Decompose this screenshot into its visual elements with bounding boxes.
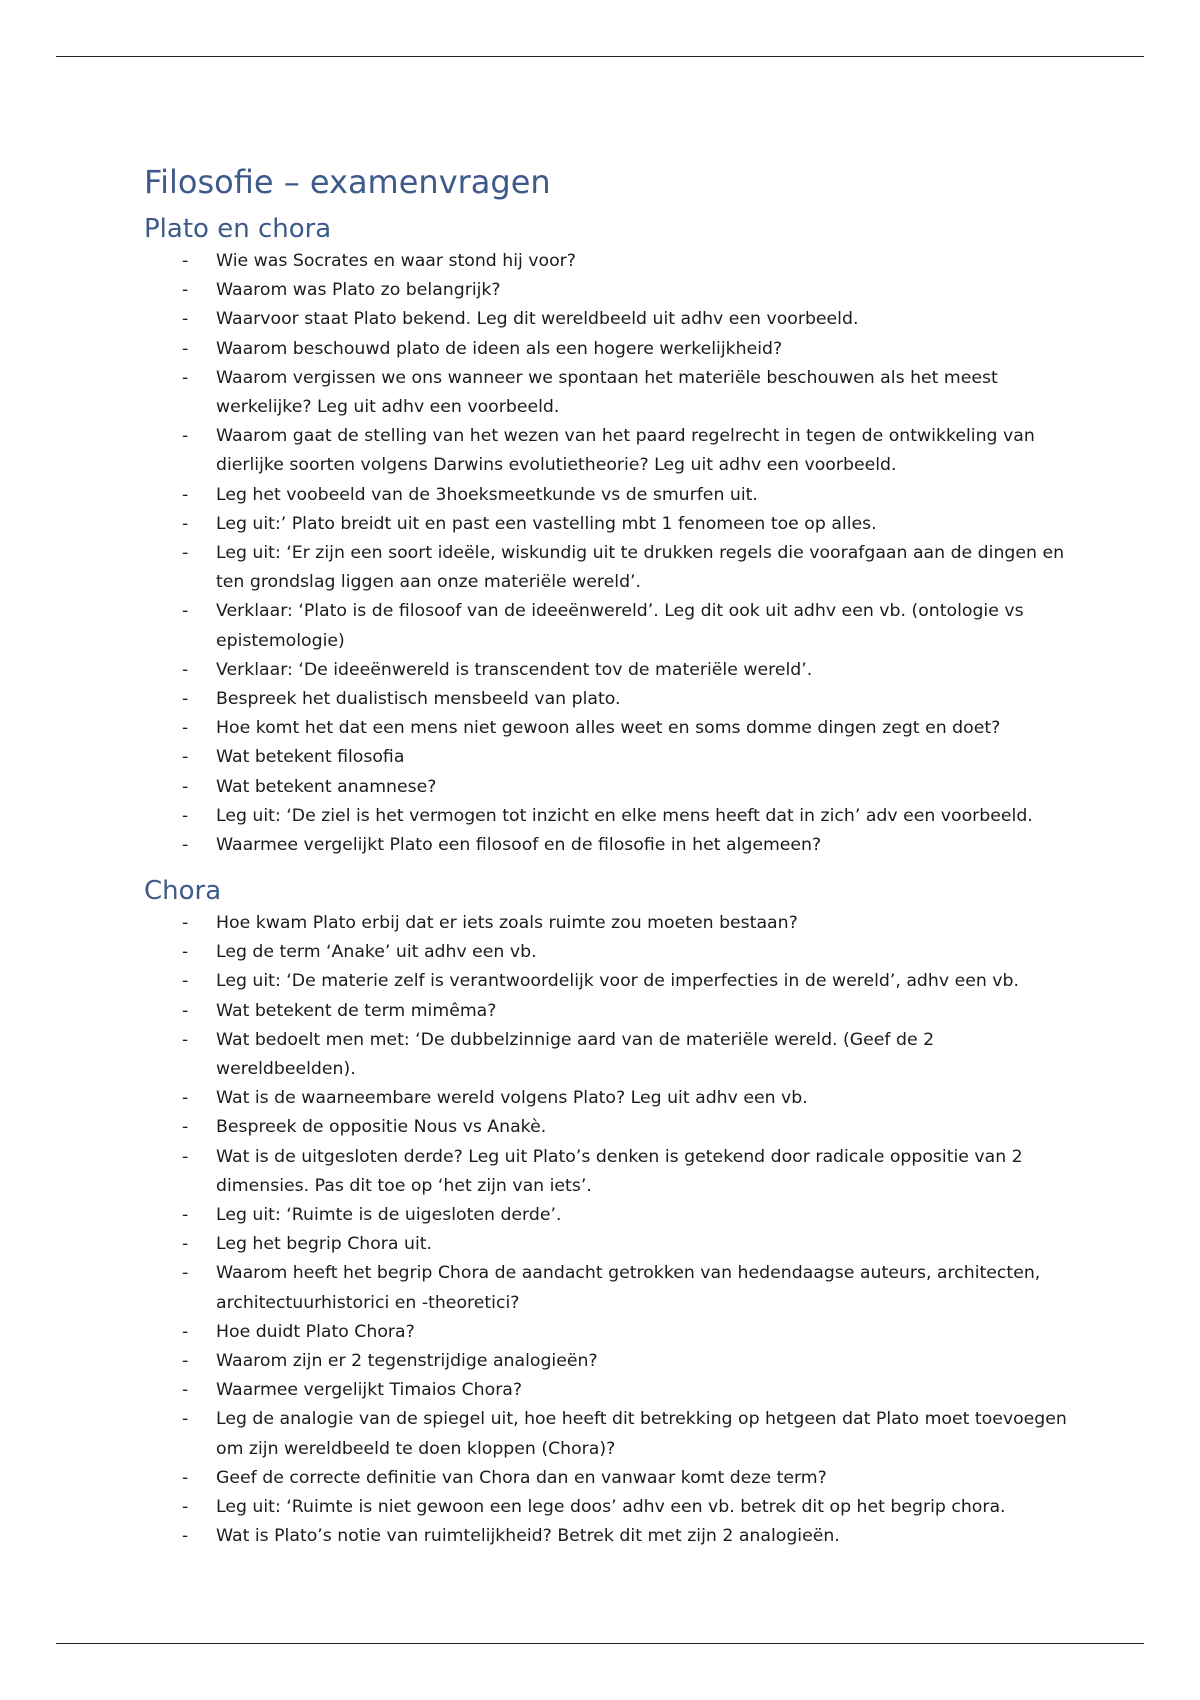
- bullet-dash: -: [182, 1146, 189, 1167]
- question-item: [0, 335, 1200, 364]
- question-text: Hoe duidt Plato Chora?: [216, 1321, 415, 1342]
- bullet-dash: -: [182, 1205, 189, 1226]
- question-item: [0, 1084, 1200, 1113]
- bullet-dash: -: [182, 913, 189, 933]
- question-text: Waarom beschouwd plato de ideen als een hogere werkelijkheid?: [216, 338, 783, 359]
- question-text: Hoe komt het dat een mens niet gewoon alles weet en soms domme dingen zegt en doet?: [216, 718, 1001, 739]
- question-item: [0, 1143, 1200, 1201]
- question-item: [0, 685, 1200, 714]
- question-text: Waarom gaat de stelling van het wezen van het paard regelrecht in tegen de ontwikkeling van dierlijke soorten volgens Darwins evolutietheorie? Leg uit adhv een voorbeeld.: [216, 426, 1035, 476]
- bullet-dash: -: [182, 1000, 189, 1021]
- question-text: Wat is de uitgesloten derde? Leg uit Plato’s denken is getekend door radicale oppositie van 2 dimensies. Pas dit toe op ‘het zijn van iets’.: [216, 1146, 1023, 1196]
- question-list: [0, 909, 1200, 1551]
- bullet-dash: -: [182, 835, 189, 856]
- question-item: [0, 831, 1200, 860]
- question-item: [0, 1376, 1200, 1405]
- question-text: Leg de term ‘Anake’ uit adhv een vb.: [216, 942, 537, 963]
- bullet-dash: -: [182, 543, 189, 564]
- bullet-dash: -: [182, 280, 189, 301]
- bullet-dash: -: [182, 1351, 189, 1372]
- question-item: [0, 305, 1200, 334]
- question-item: [0, 1113, 1200, 1142]
- bullet-dash: -: [182, 1467, 189, 1488]
- bullet-dash: -: [182, 747, 189, 768]
- bullet-dash: -: [182, 1029, 189, 1050]
- bullet-dash: -: [182, 1526, 189, 1547]
- question-text: Hoe kwam Plato erbij dat er iets zoals ruimte zou moeten bestaan?: [216, 913, 798, 933]
- question-text: Wie was Socrates en waar stond hij voor?: [216, 251, 576, 271]
- bullet-dash: -: [182, 1234, 189, 1255]
- question-item: [0, 1026, 1200, 1084]
- question-item: [0, 1259, 1200, 1317]
- question-text: Leg uit:’ Plato breidt uit en past een vastelling mbt 1 fenomeen toe op alles.: [216, 513, 877, 534]
- footer-rule: [56, 1643, 1144, 1644]
- question-item: [0, 967, 1200, 996]
- question-text: Waarmee vergelijkt Plato een filosoof en de filosofie in het algemeen?: [216, 835, 822, 856]
- question-item: [0, 422, 1200, 480]
- question-item: [0, 1201, 1200, 1230]
- question-text: Verklaar: ‘Plato is de filosoof van de ideeënwereld’. Leg dit ook uit adhv een vb. (ontologie vs epistemologie): [216, 601, 1024, 651]
- bullet-dash: -: [182, 601, 189, 622]
- question-item: [0, 1493, 1200, 1522]
- question-text: Bespreek het dualistisch mensbeeld van plato.: [216, 689, 621, 710]
- question-item: [0, 773, 1200, 802]
- section-heading: Chora: [144, 876, 222, 906]
- bullet-dash: -: [182, 1497, 189, 1518]
- question-item: [0, 1405, 1200, 1463]
- question-text: Leg uit: ‘Ruimte is de uigesloten derde’.: [216, 1205, 562, 1226]
- question-text: Leg uit: ‘Er zijn een soort ideële, wiskundig uit te drukken regels die voorafgaan aan de dingen en ten grondslag liggen aan onze materiële wereld’.: [216, 543, 1065, 593]
- question-item: [0, 1347, 1200, 1376]
- question-text: Leg de analogie van de spiegel uit, hoe heeft dit betrekking op hetgeen dat Plato moet toevoegen om zijn wereldbeeld te doen kloppen (Chora)?: [216, 1409, 1067, 1459]
- bullet-dash: -: [182, 1409, 189, 1430]
- bullet-dash: -: [182, 942, 189, 963]
- document-title: Filosofie – examenvragen: [144, 163, 551, 201]
- question-item: [0, 276, 1200, 305]
- bullet-dash: -: [182, 1263, 189, 1284]
- bullet-dash: -: [182, 309, 189, 330]
- bullet-dash: -: [182, 1088, 189, 1109]
- question-text: Wat betekent filosofia: [216, 747, 405, 768]
- question-text: Verklaar: ‘De ideeënwereld is transcendent tov de materiële wereld’.: [216, 659, 813, 680]
- question-item: [0, 510, 1200, 539]
- bullet-dash: -: [182, 1380, 189, 1401]
- question-item: [0, 656, 1200, 685]
- question-text: Waarmee vergelijkt Timaios Chora?: [216, 1380, 523, 1401]
- question-text: Bespreek de oppositie Nous vs Anakè.: [216, 1117, 547, 1138]
- question-item: [0, 364, 1200, 422]
- question-text: Wat betekent anamnese?: [216, 776, 437, 797]
- question-item: [0, 1522, 1200, 1551]
- question-item: [0, 714, 1200, 743]
- question-item: [0, 1464, 1200, 1493]
- header-rule: [56, 56, 1144, 57]
- bullet-dash: -: [182, 805, 189, 826]
- question-text: Waarom zijn er 2 tegenstrijdige analogieën?: [216, 1351, 598, 1372]
- question-item: [0, 481, 1200, 510]
- question-text: Leg uit: ‘De materie zelf is verantwoordelijk voor de imperfecties in de wereld’, adhv een vb.: [216, 971, 1019, 992]
- question-text: Waarom vergissen we ons wanneer we spontaan het materiële beschouwen als het meest werkelijke? Leg uit adhv een voorbeeld.: [216, 367, 998, 418]
- question-item: [0, 1318, 1200, 1347]
- bullet-dash: -: [182, 689, 189, 710]
- bullet-dash: -: [182, 776, 189, 797]
- bullet-dash: -: [182, 659, 189, 680]
- question-item: [0, 247, 1200, 276]
- question-item: [0, 597, 1200, 655]
- bullet-dash: -: [182, 251, 189, 271]
- bullet-dash: -: [182, 718, 189, 739]
- question-text: Waarvoor staat Plato bekend. Leg dit wereldbeeld uit adhv een voorbeeld.: [216, 309, 859, 330]
- question-text: Wat is de waarneembare wereld volgens Plato? Leg uit adhv een vb.: [216, 1088, 808, 1109]
- bullet-dash: -: [182, 1321, 189, 1342]
- question-list: [0, 247, 1200, 860]
- question-text: Wat bedoelt men met: ‘De dubbelzinnige aard van de materiële wereld. (Geef de 2 wereldbeelden).: [216, 1029, 935, 1080]
- question-text: Leg het begrip Chora uit.: [216, 1234, 433, 1255]
- bullet-dash: -: [182, 338, 189, 359]
- question-item: [0, 997, 1200, 1026]
- question-item: [0, 539, 1200, 597]
- question-item: [0, 743, 1200, 772]
- question-text: Waarom heeft het begrip Chora de aandacht getrokken van hedendaagse auteurs, architecten, architectuurhistorici en -theoretici?: [216, 1263, 1041, 1313]
- bullet-dash: -: [182, 1117, 189, 1138]
- question-text: Wat is Plato’s notie van ruimtelijkheid? Betrek dit met zijn 2 analogieën.: [216, 1526, 840, 1547]
- question-text: Leg uit: ‘De ziel is het vermogen tot inzicht en elke mens heeft dat in zich’ adv een voorbeeld.: [216, 805, 1033, 826]
- bullet-dash: -: [182, 971, 189, 992]
- question-text: Waarom was Plato zo belangrijk?: [216, 280, 501, 301]
- bullet-dash: -: [182, 367, 189, 388]
- question-text: Geef de correcte definitie van Chora dan en vanwaar komt deze term?: [216, 1467, 827, 1488]
- question-item: [0, 802, 1200, 831]
- question-text: Leg het voobeeld van de 3hoeksmeetkunde vs de smurfen uit.: [216, 484, 758, 505]
- bullet-dash: -: [182, 484, 189, 505]
- question-text: Wat betekent de term mimêma?: [216, 1000, 497, 1021]
- question-item: [0, 938, 1200, 967]
- question-item: [0, 1230, 1200, 1259]
- section-heading: Plato en chora: [144, 214, 332, 244]
- bullet-dash: -: [182, 426, 189, 447]
- bullet-dash: -: [182, 513, 189, 534]
- question-item: [0, 909, 1200, 938]
- question-text: Leg uit: ‘Ruimte is niet gewoon een lege doos’ adhv een vb. betrek dit op het begrip chora.: [216, 1497, 1006, 1518]
